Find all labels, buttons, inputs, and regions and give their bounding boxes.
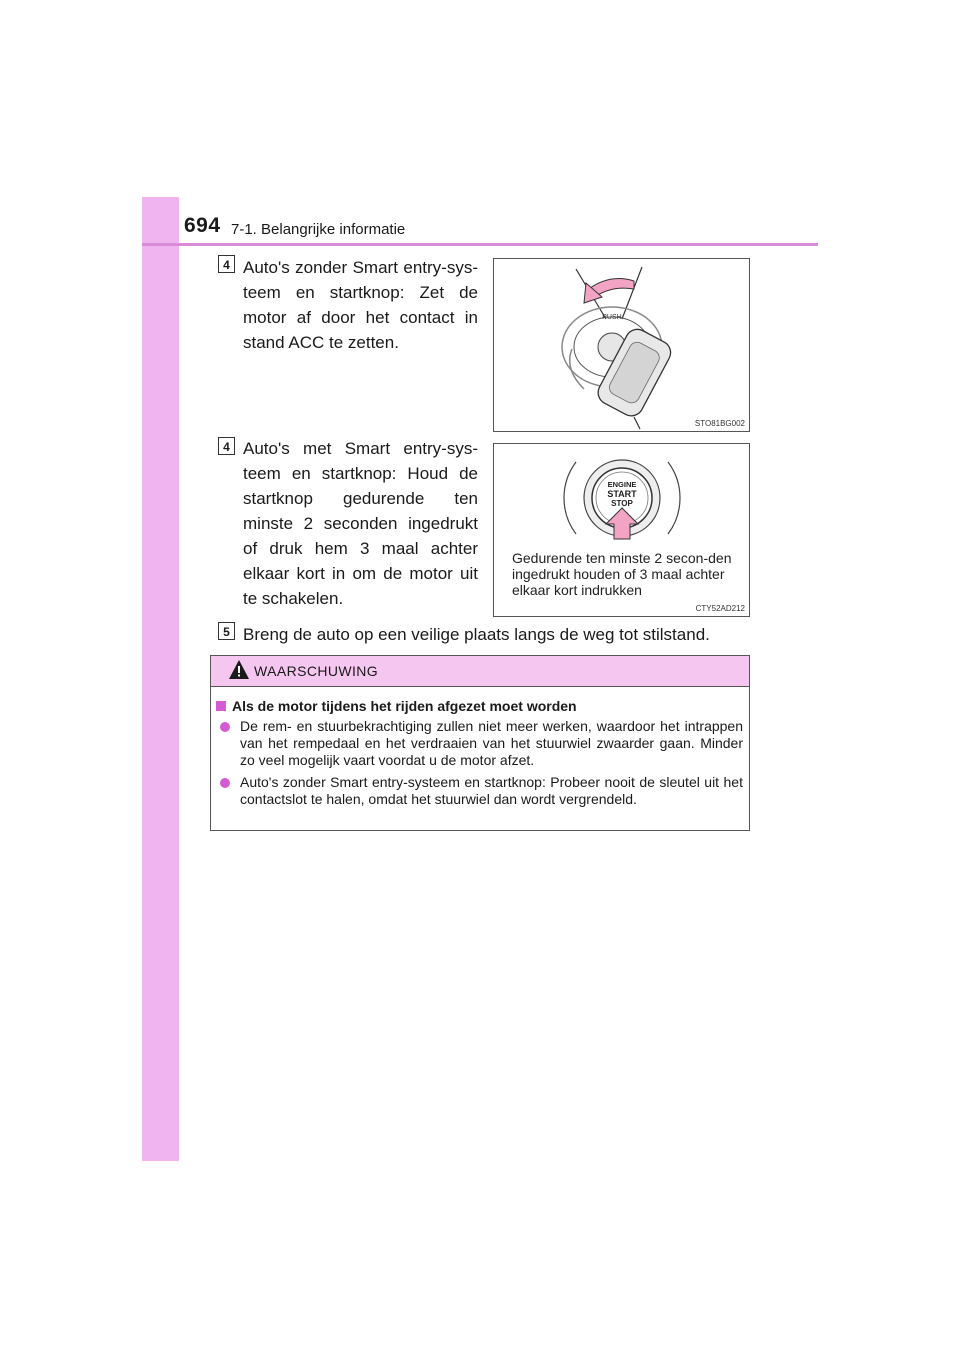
warning-item: [240, 774, 743, 808]
ignition-key-figure: [493, 258, 750, 432]
warning-triangle-icon: [228, 659, 250, 681]
square-bullet-icon: [216, 701, 226, 711]
step-badge: 4: [218, 255, 235, 273]
warning-header: [211, 656, 749, 687]
button-line-engine: ENGINE: [607, 480, 637, 489]
section-title: 7-1. Belangrijke informatie: [231, 221, 406, 238]
warning-title: WAARSCHUWING: [254, 663, 379, 679]
warning-box: [210, 655, 750, 831]
push-label: PUSH: [602, 314, 622, 321]
figure-code: CTY52AD212: [695, 604, 745, 613]
figure-code: STO81BG002: [694, 419, 745, 428]
warning-item: [240, 718, 743, 769]
step-text: Breng de auto op een veilige plaats langs de weg tot stilstand.: [243, 625, 710, 644]
warning-subheading-text: Als de motor tijdens het rijden afgezet moet worden: [232, 698, 577, 714]
warning-subheading: [216, 698, 577, 714]
page-number: 694: [184, 214, 221, 237]
warning-item-text: De rem- en stuurbekrachtiging zullen niet meer werken, waardoor het intrappen van het rempedaal en het verdraaien van het stuurwiel zwaarder gaan. Minder zo veel mogelijk vaart voordat u de motor afzet.: [240, 718, 743, 768]
start-button-figure: [493, 443, 750, 617]
figure-caption: Gedurende ten minste 2 secon-den ingedrukt houden of 3 maal achter elkaar kort indrukken: [512, 550, 732, 598]
chapter-side-tab: [142, 197, 179, 1161]
button-line-start: START: [607, 489, 637, 499]
button-line-stop: STOP: [611, 499, 633, 508]
start-button-illustration: [494, 444, 751, 554]
ignition-key-illustration: [494, 259, 751, 433]
step-text: Auto's met Smart entry-sys-teem en startknop: Houd de startknop gedurende ten minste 2 seconden ingedrukt of druk hem 3 maal achter elkaar kort in om de motor uit te schakelen.: [243, 439, 478, 608]
step-badge: 4: [218, 437, 235, 455]
step-text: Auto's zonder Smart entry-sys-teem en startknop: Zet de motor af door het contact in stand ACC te zetten.: [243, 258, 478, 352]
bullet-icon: [220, 778, 230, 788]
step-badge: 5: [218, 622, 235, 640]
bullet-icon: [220, 722, 230, 732]
header-rule: [142, 243, 818, 246]
warning-item-text: Auto's zonder Smart entry-systeem en startknop: Probeer nooit de sleutel uit het contactslot te halen, omdat het stuurwiel dan wordt vergrendeld.: [240, 774, 743, 807]
